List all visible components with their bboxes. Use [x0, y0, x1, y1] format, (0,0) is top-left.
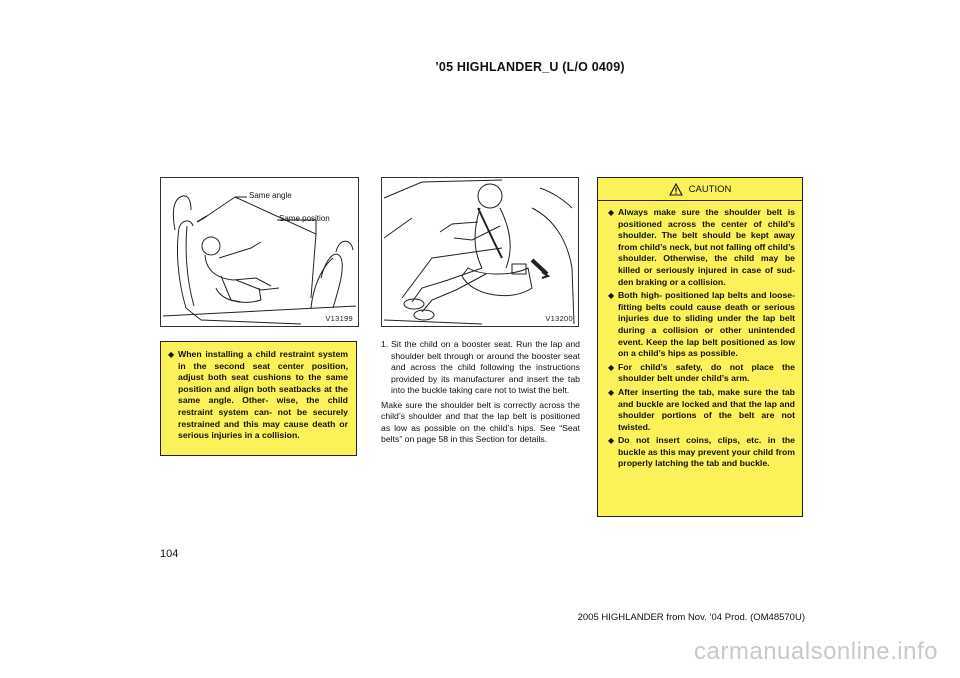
callout-same-position: Same position — [279, 214, 330, 223]
figure-seat-alignment — [160, 177, 359, 327]
caution-item — [608, 290, 795, 360]
caution-text: After inserting the tab, make sure the tab and buckle are locked and that the lap and shoulder portions of the belt are not twisted. — [618, 386, 795, 432]
caution-title: CAUTION — [688, 183, 732, 195]
figure-code: V13199 — [325, 314, 353, 323]
step-text: Sit the child on a booster seat. Run the lap and shoulder belt through or around the booster seat and across the child following the instructions provided by its manufacturer and insert the tab into the buckle taking care not to twist the belt. — [391, 339, 580, 395]
caution-text: Do not insert coins, clips, etc. in the buckle as this may prevent your child from properly latching the tab and buckle. — [618, 435, 795, 469]
step-number: 1. — [381, 339, 389, 349]
caution-box — [597, 177, 803, 517]
warning-list — [168, 349, 348, 442]
figure-code: V13200 — [545, 314, 573, 323]
bullet-icon: ◆ — [608, 362, 615, 372]
page-header-title: ’05 HIGHLANDER_U (L/O 0409) — [435, 60, 625, 74]
callout-same-angle: Same angle — [249, 191, 292, 200]
warning-item — [168, 349, 348, 442]
bullet-icon: ◆ — [608, 436, 615, 446]
caution-heading — [598, 178, 802, 201]
bullet-icon: ◆ — [608, 291, 615, 301]
warning-text: When installing a child restraint system in the second seat center position, adjust both seat cushions to the same position and align both seatbacks at the same angle. Other- wise, the child restraint system can- not be securely restrained and this may cause death or serious injuries in a collision. — [178, 349, 348, 441]
instruction-paragraph: Make sure the shoulder belt is correctly across the child’s shoulder and that the lap belt is positioned as low as possible on the child’s hips. See “Seat belts” on page 58 in this Section for details. — [381, 399, 580, 444]
warning-triangle-icon — [669, 183, 683, 196]
caution-item — [608, 435, 795, 470]
figure-booster-seat — [381, 177, 579, 327]
caution-text: Both high- positioned lap belts and loose- fitting belts could cause death or serious injuries due to sliding under the lap belt during a collision or other unintended event. Keep the lap belt positioned as low on a child’s hips as possible. — [618, 290, 795, 359]
caution-item — [608, 362, 795, 385]
page-footer: 2005 HIGHLANDER from Nov. ’04 Prod. (OM48570U) — [577, 612, 805, 623]
bullet-icon: ◆ — [168, 350, 175, 359]
seat-alignment-illustration — [161, 178, 358, 326]
booster-seat-illustration — [382, 178, 578, 326]
caution-item — [608, 207, 795, 288]
caution-text: Always make sure the shoulder belt is positioned across the center of child’s shoulder. The belt should be kept away from child’s neck, but not falling off child’s shoulder. Otherwise, the child may be killed or seriously injured in case of sud- den braking or a collision. — [618, 207, 795, 287]
watermark: carmanualsonline.info — [694, 638, 938, 665]
instructions-column — [381, 339, 580, 446]
instruction-step — [381, 339, 580, 397]
page-number: 104 — [160, 548, 179, 560]
installation-warning-box — [160, 341, 357, 456]
caution-list — [598, 201, 802, 476]
caution-item — [608, 387, 795, 433]
caution-text: For child’s safety, do not place the shoulder belt under child’s arm. — [618, 361, 795, 384]
bullet-icon: ◆ — [608, 387, 615, 397]
bullet-icon: ◆ — [608, 208, 615, 217]
